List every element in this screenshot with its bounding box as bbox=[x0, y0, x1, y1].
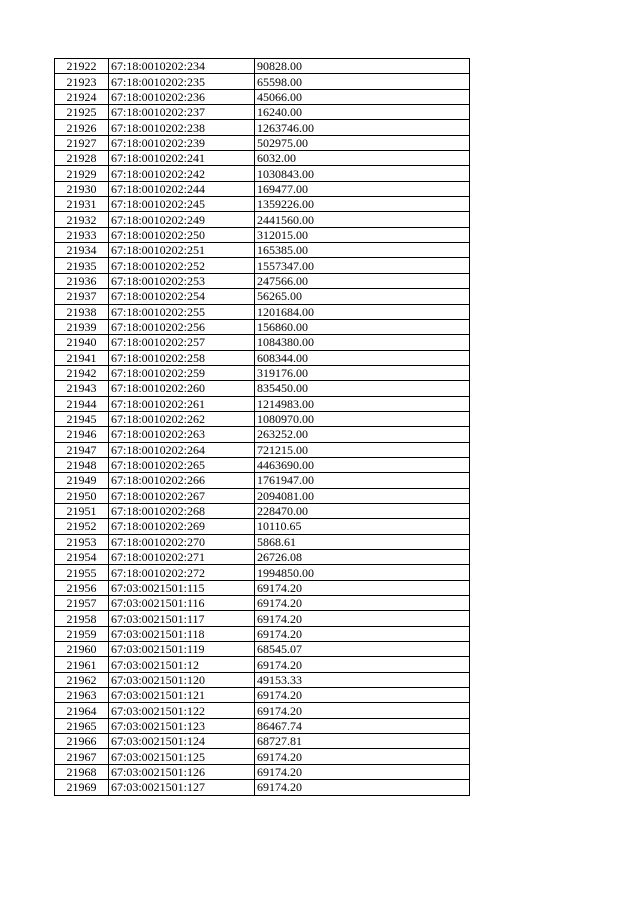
row-number-cell: 21961 bbox=[55, 657, 109, 672]
table-row bbox=[55, 457, 470, 472]
row-number-cell: 21931 bbox=[55, 197, 109, 212]
row-number-cell: 21953 bbox=[55, 534, 109, 549]
cadastral-number-cell: 67:03:0021501:116 bbox=[109, 596, 255, 611]
table-row bbox=[55, 166, 470, 181]
row-number-cell: 21969 bbox=[55, 780, 109, 795]
table-row bbox=[55, 442, 470, 457]
table-row bbox=[55, 89, 470, 104]
row-number-cell: 21942 bbox=[55, 365, 109, 380]
table-row bbox=[55, 135, 470, 150]
value-cell: 69174.20 bbox=[255, 580, 470, 595]
cadastral-number-cell: 67:03:0021501:126 bbox=[109, 764, 255, 779]
table-row bbox=[55, 611, 470, 626]
table-row bbox=[55, 105, 470, 120]
row-number-cell: 21952 bbox=[55, 519, 109, 534]
value-cell: 1214983.00 bbox=[255, 396, 470, 411]
cadastral-number-cell: 67:18:0010202:241 bbox=[109, 151, 255, 166]
cadastral-number-cell: 67:18:0010202:250 bbox=[109, 227, 255, 242]
cadastral-number-cell: 67:18:0010202:244 bbox=[109, 181, 255, 196]
table-row bbox=[55, 764, 470, 779]
table-row bbox=[55, 243, 470, 258]
cadastral-number-cell: 67:18:0010202:260 bbox=[109, 381, 255, 396]
row-number-cell: 21945 bbox=[55, 411, 109, 426]
value-cell: 835450.00 bbox=[255, 381, 470, 396]
value-cell: 1263746.00 bbox=[255, 120, 470, 135]
cadastral-number-cell: 67:18:0010202:271 bbox=[109, 550, 255, 565]
value-cell: 68727.81 bbox=[255, 734, 470, 749]
cadastral-number-cell: 67:18:0010202:237 bbox=[109, 105, 255, 120]
value-cell: 69174.20 bbox=[255, 657, 470, 672]
value-cell: 4463690.00 bbox=[255, 457, 470, 472]
cadastral-number-cell: 67:03:0021501:117 bbox=[109, 611, 255, 626]
row-number-cell: 21960 bbox=[55, 642, 109, 657]
cadastral-number-cell: 67:18:0010202:266 bbox=[109, 473, 255, 488]
cadastral-number-cell: 67:03:0021501:12 bbox=[109, 657, 255, 672]
table-row bbox=[55, 411, 470, 426]
row-number-cell: 21959 bbox=[55, 626, 109, 641]
table-row bbox=[55, 381, 470, 396]
row-number-cell: 21940 bbox=[55, 335, 109, 350]
value-cell: 169477.00 bbox=[255, 181, 470, 196]
value-cell: 5868.61 bbox=[255, 534, 470, 549]
value-cell: 56265.00 bbox=[255, 289, 470, 304]
table-row bbox=[55, 151, 470, 166]
row-number-cell: 21944 bbox=[55, 396, 109, 411]
cadastral-number-cell: 67:18:0010202:245 bbox=[109, 197, 255, 212]
cadastral-number-cell: 67:18:0010202:242 bbox=[109, 166, 255, 181]
cadastral-number-cell: 67:03:0021501:118 bbox=[109, 626, 255, 641]
cadastral-number-cell: 67:18:0010202:267 bbox=[109, 488, 255, 503]
value-cell: 69174.20 bbox=[255, 596, 470, 611]
cadastral-number-cell: 67:18:0010202:259 bbox=[109, 365, 255, 380]
row-number-cell: 21958 bbox=[55, 611, 109, 626]
row-number-cell: 21932 bbox=[55, 212, 109, 227]
row-number-cell: 21923 bbox=[55, 74, 109, 89]
cadastral-number-cell: 67:03:0021501:122 bbox=[109, 703, 255, 718]
table-row bbox=[55, 427, 470, 442]
value-cell: 69174.20 bbox=[255, 611, 470, 626]
row-number-cell: 21938 bbox=[55, 304, 109, 319]
value-cell: 2094081.00 bbox=[255, 488, 470, 503]
value-cell: 69174.20 bbox=[255, 688, 470, 703]
value-cell: 10110.65 bbox=[255, 519, 470, 534]
cadastral-number-cell: 67:03:0021501:127 bbox=[109, 780, 255, 795]
row-number-cell: 21949 bbox=[55, 473, 109, 488]
table-row bbox=[55, 273, 470, 288]
table-row bbox=[55, 519, 470, 534]
cadastral-number-cell: 67:03:0021501:123 bbox=[109, 718, 255, 733]
value-cell: 2441560.00 bbox=[255, 212, 470, 227]
row-number-cell: 21924 bbox=[55, 89, 109, 104]
row-number-cell: 21925 bbox=[55, 105, 109, 120]
value-cell: 90828.00 bbox=[255, 59, 470, 74]
row-number-cell: 21964 bbox=[55, 703, 109, 718]
table-row bbox=[55, 74, 470, 89]
value-cell: 263252.00 bbox=[255, 427, 470, 442]
table-row bbox=[55, 780, 470, 795]
cadastral-number-cell: 67:18:0010202:236 bbox=[109, 89, 255, 104]
row-number-cell: 21943 bbox=[55, 381, 109, 396]
value-cell: 1080970.00 bbox=[255, 411, 470, 426]
cadastral-number-cell: 67:18:0010202:257 bbox=[109, 335, 255, 350]
value-cell: 45066.00 bbox=[255, 89, 470, 104]
row-number-cell: 21962 bbox=[55, 672, 109, 687]
value-cell: 65598.00 bbox=[255, 74, 470, 89]
value-cell: 69174.20 bbox=[255, 703, 470, 718]
row-number-cell: 21922 bbox=[55, 59, 109, 74]
table-row bbox=[55, 120, 470, 135]
cadastral-number-cell: 67:03:0021501:121 bbox=[109, 688, 255, 703]
cadastral-number-cell: 67:18:0010202:272 bbox=[109, 565, 255, 580]
table-row bbox=[55, 212, 470, 227]
cadastral-number-cell: 67:18:0010202:251 bbox=[109, 243, 255, 258]
cadastral-number-cell: 67:18:0010202:268 bbox=[109, 503, 255, 518]
row-number-cell: 21934 bbox=[55, 243, 109, 258]
value-cell: 16240.00 bbox=[255, 105, 470, 120]
value-cell: 26726.08 bbox=[255, 550, 470, 565]
value-cell: 721215.00 bbox=[255, 442, 470, 457]
row-number-cell: 21948 bbox=[55, 457, 109, 472]
table-row bbox=[55, 319, 470, 334]
value-cell: 68545.07 bbox=[255, 642, 470, 657]
table-row bbox=[55, 657, 470, 672]
table-row bbox=[55, 258, 470, 273]
cadastral-number-cell: 67:18:0010202:270 bbox=[109, 534, 255, 549]
row-number-cell: 21935 bbox=[55, 258, 109, 273]
table-row bbox=[55, 534, 470, 549]
row-number-cell: 21967 bbox=[55, 749, 109, 764]
row-number-cell: 21963 bbox=[55, 688, 109, 703]
cadastral-number-cell: 67:18:0010202:234 bbox=[109, 59, 255, 74]
table-row bbox=[55, 181, 470, 196]
row-number-cell: 21946 bbox=[55, 427, 109, 442]
row-number-cell: 21966 bbox=[55, 734, 109, 749]
cadastral-number-cell: 67:18:0010202:263 bbox=[109, 427, 255, 442]
table-row bbox=[55, 59, 470, 74]
cadastral-number-cell: 67:18:0010202:249 bbox=[109, 212, 255, 227]
table-body bbox=[55, 59, 470, 796]
value-cell: 1030843.00 bbox=[255, 166, 470, 181]
row-number-cell: 21930 bbox=[55, 181, 109, 196]
value-cell: 1994850.00 bbox=[255, 565, 470, 580]
table-row bbox=[55, 335, 470, 350]
table-row bbox=[55, 642, 470, 657]
row-number-cell: 21937 bbox=[55, 289, 109, 304]
cadastral-number-cell: 67:18:0010202:238 bbox=[109, 120, 255, 135]
value-cell: 608344.00 bbox=[255, 350, 470, 365]
cadastral-number-cell: 67:03:0021501:120 bbox=[109, 672, 255, 687]
row-number-cell: 21926 bbox=[55, 120, 109, 135]
cadastral-number-cell: 67:18:0010202:254 bbox=[109, 289, 255, 304]
row-number-cell: 21947 bbox=[55, 442, 109, 457]
value-cell: 6032.00 bbox=[255, 151, 470, 166]
table-row bbox=[55, 289, 470, 304]
cadastral-number-cell: 67:03:0021501:125 bbox=[109, 749, 255, 764]
table-row bbox=[55, 550, 470, 565]
value-cell: 247566.00 bbox=[255, 273, 470, 288]
cadastral-number-cell: 67:18:0010202:256 bbox=[109, 319, 255, 334]
row-number-cell: 21933 bbox=[55, 227, 109, 242]
cadastral-number-cell: 67:18:0010202:239 bbox=[109, 135, 255, 150]
row-number-cell: 21957 bbox=[55, 596, 109, 611]
value-cell: 49153.33 bbox=[255, 672, 470, 687]
row-number-cell: 21968 bbox=[55, 764, 109, 779]
table-row bbox=[55, 565, 470, 580]
cadastral-number-cell: 67:03:0021501:119 bbox=[109, 642, 255, 657]
value-cell: 1761947.00 bbox=[255, 473, 470, 488]
value-cell: 1359226.00 bbox=[255, 197, 470, 212]
table-row bbox=[55, 350, 470, 365]
cadastral-number-cell: 67:18:0010202:255 bbox=[109, 304, 255, 319]
row-number-cell: 21936 bbox=[55, 273, 109, 288]
value-cell: 228470.00 bbox=[255, 503, 470, 518]
row-number-cell: 21954 bbox=[55, 550, 109, 565]
cadastral-number-cell: 67:18:0010202:235 bbox=[109, 74, 255, 89]
value-cell: 69174.20 bbox=[255, 749, 470, 764]
value-cell: 165385.00 bbox=[255, 243, 470, 258]
table-row bbox=[55, 580, 470, 595]
row-number-cell: 21951 bbox=[55, 503, 109, 518]
table-row bbox=[55, 396, 470, 411]
value-cell: 86467.74 bbox=[255, 718, 470, 733]
table-row bbox=[55, 626, 470, 641]
value-cell: 319176.00 bbox=[255, 365, 470, 380]
value-cell: 312015.00 bbox=[255, 227, 470, 242]
row-number-cell: 21939 bbox=[55, 319, 109, 334]
value-cell: 69174.20 bbox=[255, 764, 470, 779]
value-cell: 156860.00 bbox=[255, 319, 470, 334]
cadastral-number-cell: 67:18:0010202:261 bbox=[109, 396, 255, 411]
row-number-cell: 21941 bbox=[55, 350, 109, 365]
value-cell: 1201684.00 bbox=[255, 304, 470, 319]
row-number-cell: 21950 bbox=[55, 488, 109, 503]
table-row bbox=[55, 365, 470, 380]
table-row bbox=[55, 734, 470, 749]
table-row bbox=[55, 672, 470, 687]
row-number-cell: 21956 bbox=[55, 580, 109, 595]
row-number-cell: 21929 bbox=[55, 166, 109, 181]
table-row bbox=[55, 227, 470, 242]
value-cell: 502975.00 bbox=[255, 135, 470, 150]
cadastral-number-cell: 67:18:0010202:265 bbox=[109, 457, 255, 472]
row-number-cell: 21965 bbox=[55, 718, 109, 733]
table-row bbox=[55, 596, 470, 611]
table-row bbox=[55, 703, 470, 718]
table-row bbox=[55, 304, 470, 319]
table-row bbox=[55, 197, 470, 212]
value-cell: 1557347.00 bbox=[255, 258, 470, 273]
cadastral-number-cell: 67:18:0010202:253 bbox=[109, 273, 255, 288]
cadastral-number-cell: 67:18:0010202:264 bbox=[109, 442, 255, 457]
value-cell: 1084380.00 bbox=[255, 335, 470, 350]
value-cell: 69174.20 bbox=[255, 626, 470, 641]
table-row bbox=[55, 473, 470, 488]
value-cell: 69174.20 bbox=[255, 780, 470, 795]
row-number-cell: 21955 bbox=[55, 565, 109, 580]
row-number-cell: 21927 bbox=[55, 135, 109, 150]
table-row bbox=[55, 503, 470, 518]
cadastral-number-cell: 67:18:0010202:258 bbox=[109, 350, 255, 365]
cadastral-number-cell: 67:03:0021501:124 bbox=[109, 734, 255, 749]
table-row bbox=[55, 488, 470, 503]
cadastral-number-cell: 67:18:0010202:252 bbox=[109, 258, 255, 273]
cadastral-number-cell: 67:18:0010202:269 bbox=[109, 519, 255, 534]
row-number-cell: 21928 bbox=[55, 151, 109, 166]
cadastral-number-cell: 67:03:0021501:115 bbox=[109, 580, 255, 595]
cadastral-value-table bbox=[54, 58, 470, 796]
cadastral-number-cell: 67:18:0010202:262 bbox=[109, 411, 255, 426]
table-row bbox=[55, 688, 470, 703]
table-row bbox=[55, 749, 470, 764]
table-row bbox=[55, 718, 470, 733]
